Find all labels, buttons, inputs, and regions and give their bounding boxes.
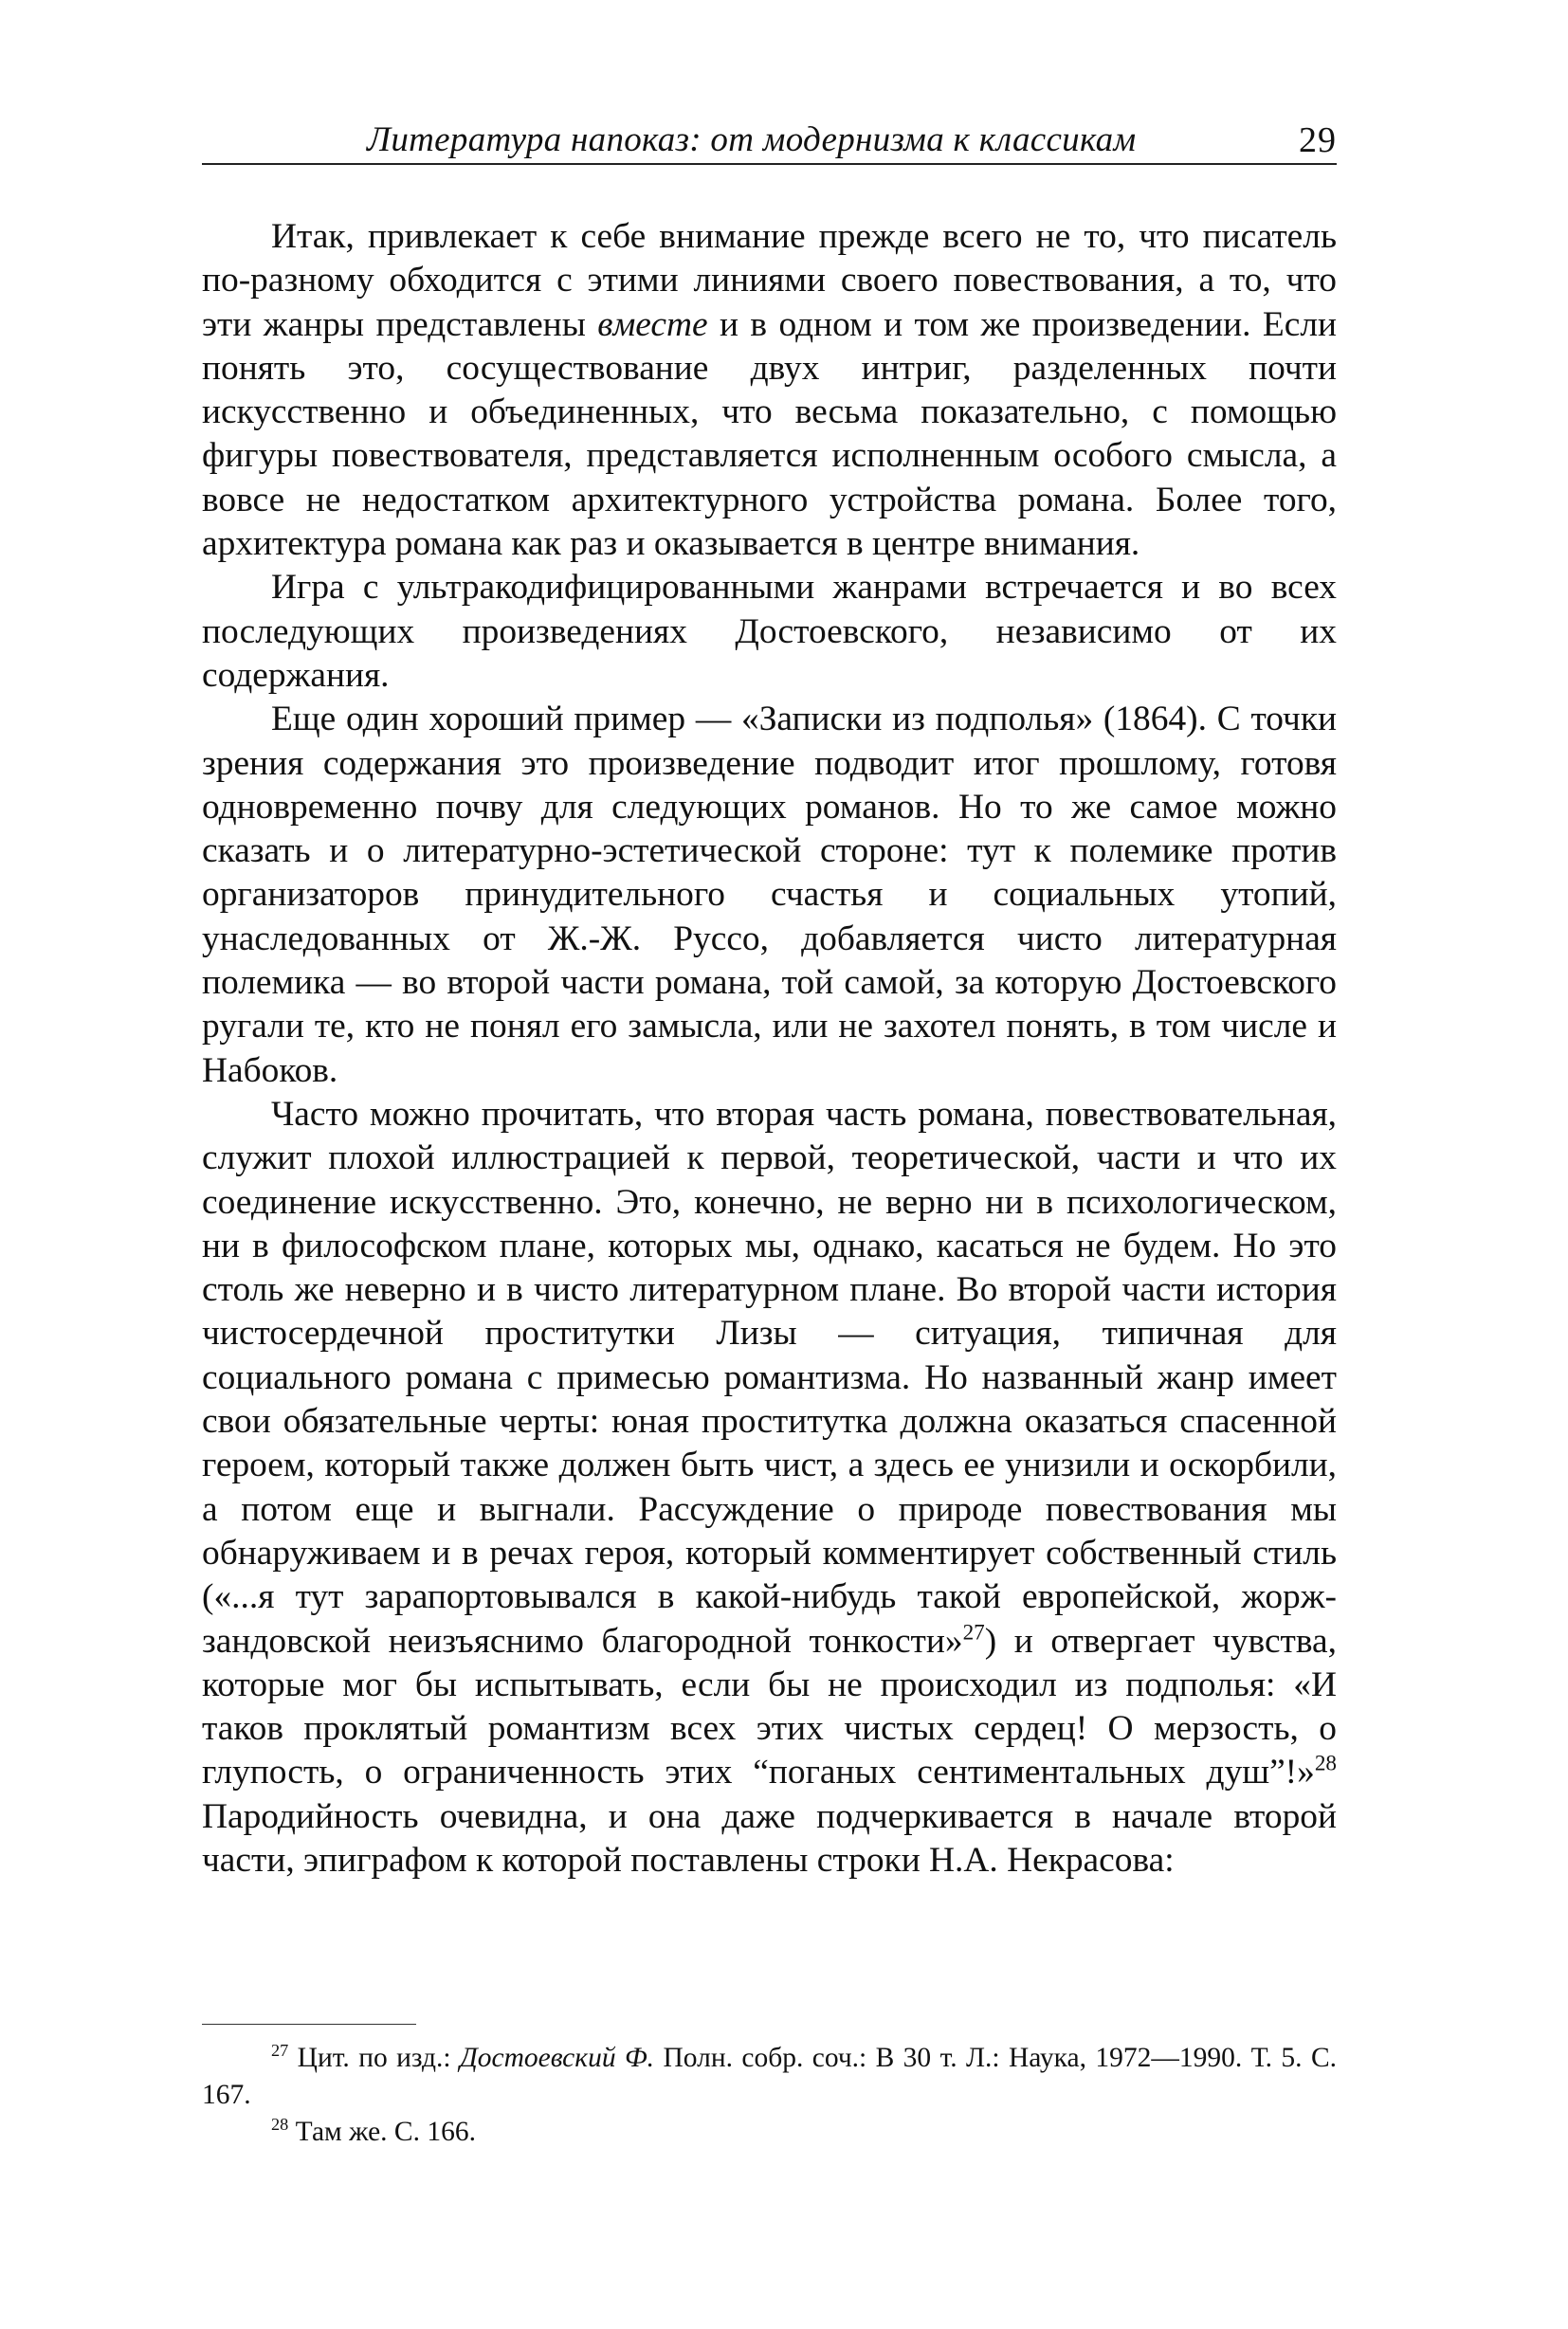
footnote-27: $^{27}$ Цит. по изд.: Достоевский Ф. Полн. собр. соч.: В 30 т. Л.: Наука, 1972—1990. Т. 5. С. 167.: [202, 2041, 1337, 2110]
paragraph-2: Игра с ультракодифицированными жанрами встречается и во всех последующих произведениях Достоевского, независимо от их содержания.: [202, 568, 1337, 695]
footnote-ref-27[interactable]: 27: [962, 1620, 985, 1646]
paragraph-1: Итак, привлекает к себе внимание прежде всего не то, что писатель по-разному обходится с этими линиями своего повествования, а то, что эти жанры представлены вместе и в одном и том же произведении. Если понять это, сосуществование двух интриг, разделенных почти искусственно и объединенных, что весьма показательно, с помощью фигуры повествователя, представляется исполненным особого смысла, а вовсе не недостатком архитектурного устройства романа. Более того, архитектура романа как раз и оказывается в центре внимания.: [202, 217, 1337, 564]
running-title: Литература напоказ: от модернизма к классикам: [367, 120, 1137, 159]
page-number: 29: [1299, 120, 1337, 160]
emphasis: вместе: [597, 304, 708, 344]
footnote-28: $^{28}$ Там же. С. 166.: [271, 2115, 476, 2147]
paragraph-4: Часто можно прочитать, что вторая часть романа, повествовательная, служит плохой иллюстрацией к первой, теоретической, части и что их соединение искусственно. Это, конечно, не верно ни в психологическом, ни в философском плане, которых мы, однако, касаться не будем. Но это столь же неверно и в чисто литературном плане. Во второй части история чистосердечной проститутки Лизы — ситуация, типичная для социального романа с примесью романтизма. Но названный жанр имеет свои обязательные черты: юная проститутка должна оказаться спасенной героем, который также должен быть чист, а здесь ее унизили и оскорбили, а потом еще и выгнали. Рассуждение о природе повествования мы обнаруживаем и в речах героя, который комментирует собственный стиль («...я тут зарапортовывался в какой-нибудь такой европейской, жорж-зандовской неизъяснимо благородной тонкости»$^{27}$) и отвергает чувства, которые мог бы испытывать, если бы не происходил из подполья: «И таков проклятый романтизм всех этих чистых сердец! О мерзость, о глупость, о ограниченность этих “поганых сентиментальных душ”!»$^{28}$ Пародийность очевидна, и она даже подчеркивается в начале второй части, эпиграфом к которой поставлены строки Н.А. Некрасова:: [202, 1094, 1337, 1880]
footnote-mark: 28: [271, 2115, 289, 2135]
body-text: [202, 215, 1337, 1883]
footnote-divider: [202, 2024, 416, 2025]
running-header: [202, 114, 1337, 165]
author-name: Достоевский Ф.: [460, 2043, 655, 2073]
footnote-ref-28[interactable]: 28: [1314, 1751, 1337, 1776]
footnote-mark: 27: [271, 2041, 289, 2061]
footnotes: [202, 2040, 1337, 2151]
paragraph-3: Еще один хороший пример — «Записки из подполья» (1864). С точки зрения содержания это произведение подводит итог прошлому, готовя одновременно почву для следующих романов. Но то же самое можно сказать и о литературно-эстетической стороне: тут к полемике против организаторов принудительного счастья и социальных утопий, унаследованных от Ж.-Ж. Руссо, добавляется чисто литературная полемика — во второй части романа, той самой, за которую Достоевского ругали те, кто не понял его замысла, или не захотел понять, в том числе и Набоков.: [202, 700, 1337, 1090]
